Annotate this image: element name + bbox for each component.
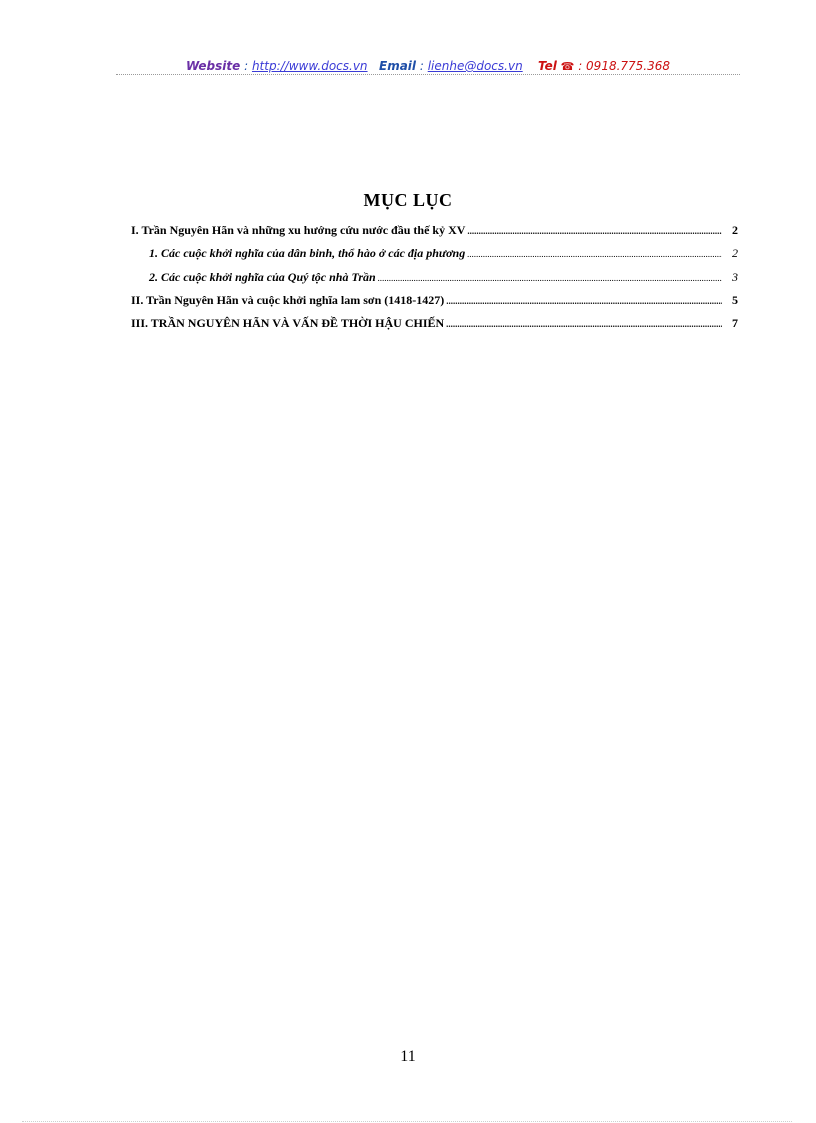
email-separator: :	[416, 59, 428, 73]
toc-entry-text: I. Trần Nguyên Hãn và những xu hướng cứu nước đầu thế kỷ XV	[131, 223, 466, 237]
tel-value: : 0918.775.368	[574, 59, 671, 73]
toc-entry[interactable]	[131, 315, 738, 338]
header-divider	[116, 74, 740, 75]
page-number: 11	[400, 1048, 416, 1065]
email-label: Email	[379, 59, 417, 73]
toc-entry-text: II. Trần Nguyên Hãn và cuộc khởi nghĩa lam sơn (1418-1427)	[131, 292, 445, 307]
toc-entry-page: 5	[732, 292, 738, 307]
footer-divider	[22, 1121, 792, 1122]
toc-entry-page: 7	[732, 316, 738, 331]
toc-entry-text: 1. Các cuộc khởi nghĩa của dân binh, thổ hào ở các địa phương	[149, 246, 466, 261]
toc-entry-text: III. TRẦN NGUYÊN HÃN VÀ VẤN ĐỀ THỜI HẬU CHIẾN	[131, 316, 445, 331]
toc-entry[interactable]	[131, 292, 738, 315]
phone-icon: ☎	[560, 60, 575, 73]
toc-dot-leader	[467, 246, 722, 262]
toc-entry[interactable]	[131, 222, 738, 245]
table-of-contents	[131, 222, 738, 338]
toc-dot-leader	[467, 223, 722, 239]
toc-dot-leader	[378, 270, 722, 286]
email-link[interactable]: lienhe@docs.vn	[427, 59, 523, 73]
website-link[interactable]: http://www.docs.vn	[251, 59, 368, 73]
toc-entry-page: 2	[732, 223, 738, 237]
website-label: Website	[185, 59, 241, 73]
toc-entry-page: 2	[732, 246, 738, 261]
toc-dot-leader	[446, 293, 722, 309]
toc-dot-leader	[446, 316, 722, 332]
toc-entry-text: 2. Các cuộc khởi nghĩa của Quý tộc nhà Trần	[149, 269, 376, 284]
toc-entry[interactable]	[131, 245, 738, 268]
website-separator: :	[240, 59, 252, 73]
toc-title: MỤC LỤC	[363, 190, 453, 210]
page-header	[116, 57, 740, 75]
toc-entry[interactable]	[131, 269, 738, 292]
tel-label: Tel	[537, 59, 557, 73]
toc-entry-page: 3	[732, 269, 738, 284]
